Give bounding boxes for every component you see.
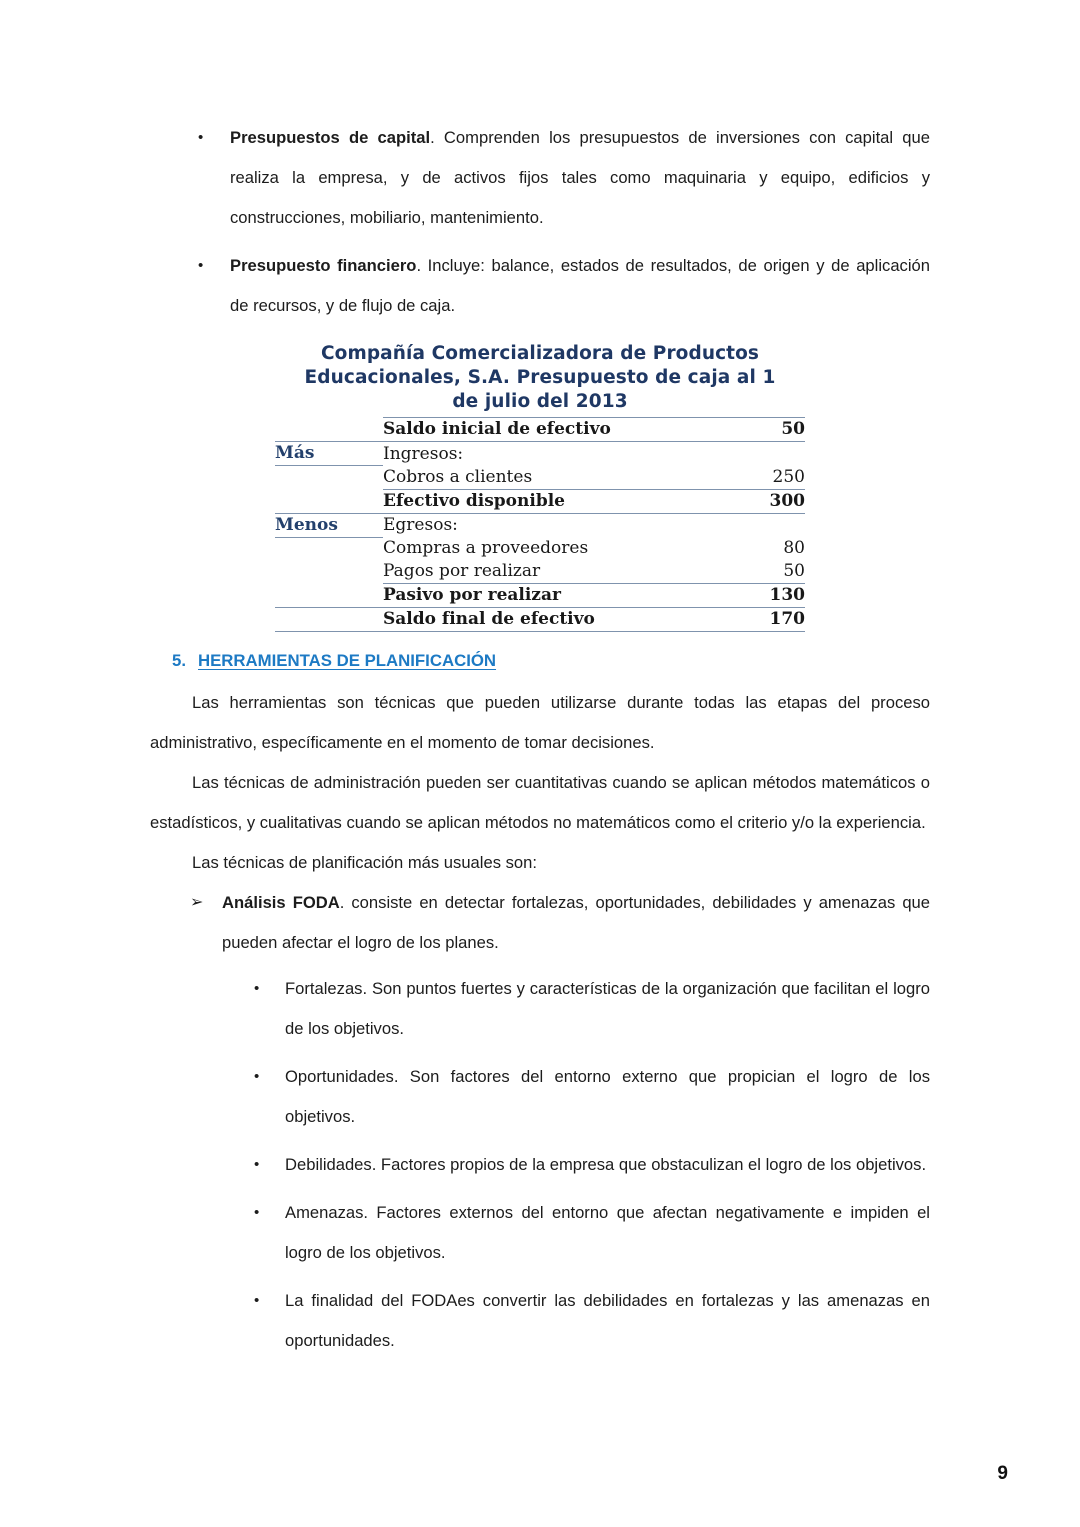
paragraph: Las herramientas son técnicas que pueden utilizarse durante todas las etapas del proceso administrativo, específicamente en el momento de tomar decisiones. xyxy=(150,693,930,752)
figure-title xyxy=(275,342,805,414)
page-number: 9 xyxy=(997,1463,1008,1484)
list-item xyxy=(150,1281,930,1361)
list-item-text: Debilidades. Factores propios de la empresa que obstaculizan el logro de los objetivos. xyxy=(285,1155,927,1174)
list-item xyxy=(150,1145,930,1185)
row-item: Pasivo por realizar xyxy=(383,584,735,608)
row-label xyxy=(275,418,383,442)
bullet-disc-icon: • xyxy=(198,129,204,146)
row-item: Pagos por realizar xyxy=(383,561,541,581)
row-amount: 170 xyxy=(735,608,805,632)
row-label xyxy=(275,466,383,490)
row-item: Compras a proveedores xyxy=(383,538,589,558)
bullet-disc-icon: • xyxy=(254,1068,260,1085)
row-amount: 50 xyxy=(735,418,805,442)
row-label: Menos xyxy=(275,513,383,537)
paragraph: Las técnicas de administración pueden ser cuantitativas cuando se aplican métodos matemáticos o estadísticos, y cualitativas cuando se aplican métodos no matemáticos como el criterio y/o la experiencia. xyxy=(150,773,930,832)
figure-title-line: de julio del 2013 xyxy=(452,391,628,412)
list-item xyxy=(150,969,930,1049)
row-amount xyxy=(735,513,805,537)
bullet-disc-icon: • xyxy=(254,1156,260,1173)
row-label xyxy=(275,584,383,608)
row-amount: 300 xyxy=(735,489,805,513)
figure-title-line: Compañía Comercializadora de Productos xyxy=(320,343,760,364)
table-row xyxy=(275,418,805,442)
row-item: Egresos: xyxy=(383,513,735,537)
list-item-text: Oportunidades. Son factores del entorno externo que propician el logro de los objetivos. xyxy=(285,1067,930,1126)
list-item-lead: Análisis FODA xyxy=(222,893,340,912)
row-amount xyxy=(735,442,805,466)
row-label xyxy=(275,489,383,513)
bullet-disc-icon: • xyxy=(198,257,204,274)
row-label xyxy=(275,608,383,632)
list-item xyxy=(150,246,930,326)
table-row xyxy=(275,489,805,513)
section-number: 5. xyxy=(172,651,186,670)
table-row xyxy=(275,513,805,537)
list-item-lead: Presupuesto financiero xyxy=(230,256,417,275)
page-content xyxy=(150,118,930,1369)
list-item-text: . consiste en detectar fortalezas, oportunidades, debilidades y amenazas que pueden afectar el logro de los planes. xyxy=(222,893,930,952)
row-item: Saldo final de efectivo xyxy=(383,608,735,632)
row-amount: 250 xyxy=(772,466,805,487)
bullet-arrow-icon: ➢ xyxy=(190,894,204,911)
row-amount: 130 xyxy=(735,584,805,608)
list-item-foda xyxy=(150,883,930,963)
bullet-disc-icon: • xyxy=(254,1292,260,1309)
table-row xyxy=(275,560,805,584)
list-item xyxy=(150,1193,930,1273)
row-label xyxy=(275,560,383,584)
paragraph: Las técnicas de planificación más usuales son: xyxy=(192,853,537,872)
bullet-disc-icon: • xyxy=(254,980,260,997)
list-item-text: . Comprenden los presupuestos de inversiones con capital que realiza la empresa, y de activos fijos tales como maquinaria y equipo, edificios y construcciones, mobiliario, mantenimiento. xyxy=(230,128,930,227)
row-label: Más xyxy=(275,442,383,466)
list-item-text: Amenazas. Factores externos del entorno que afectan negativamente e impiden el logro de los objetivos. xyxy=(285,1203,930,1262)
row-amount: 80 xyxy=(783,538,805,558)
row-item: Cobros a clientes xyxy=(383,466,533,487)
list-item xyxy=(150,118,930,238)
table-row xyxy=(275,466,805,490)
section-title: HERRAMIENTAS DE PLANIFICACIÓN xyxy=(198,651,497,670)
row-item: Ingresos: xyxy=(383,442,735,466)
list-item-text: . Incluye: balance, estados de resultados, de origen y de aplicación de recursos, y de flujo de caja. xyxy=(230,256,930,315)
figure-cash-budget xyxy=(150,342,930,632)
table-row xyxy=(275,584,805,608)
list-item-text: La finalidad del FODAes convertir las debilidades en fortalezas y las amenazas en oportunidades. xyxy=(285,1291,930,1350)
row-amount: 50 xyxy=(783,561,805,581)
table-row xyxy=(275,442,805,466)
table-row xyxy=(275,537,805,560)
figure-title-line: Educacionales, S.A. Presupuesto de caja al 1 xyxy=(304,367,776,388)
list-item-text: Fortalezas. Son puntos fuertes y características de la organización que facilitan el logro de los objetivos. xyxy=(285,979,930,1038)
bullet-disc-icon: • xyxy=(254,1204,260,1221)
row-label xyxy=(275,537,383,560)
row-item: Saldo inicial de efectivo xyxy=(383,418,735,442)
row-item: Efectivo disponible xyxy=(383,489,735,513)
table-row xyxy=(275,608,805,632)
list-item xyxy=(150,1057,930,1137)
budget-table xyxy=(275,417,805,632)
section-heading xyxy=(150,646,930,677)
list-item-lead: Presupuestos de capital xyxy=(230,128,431,147)
